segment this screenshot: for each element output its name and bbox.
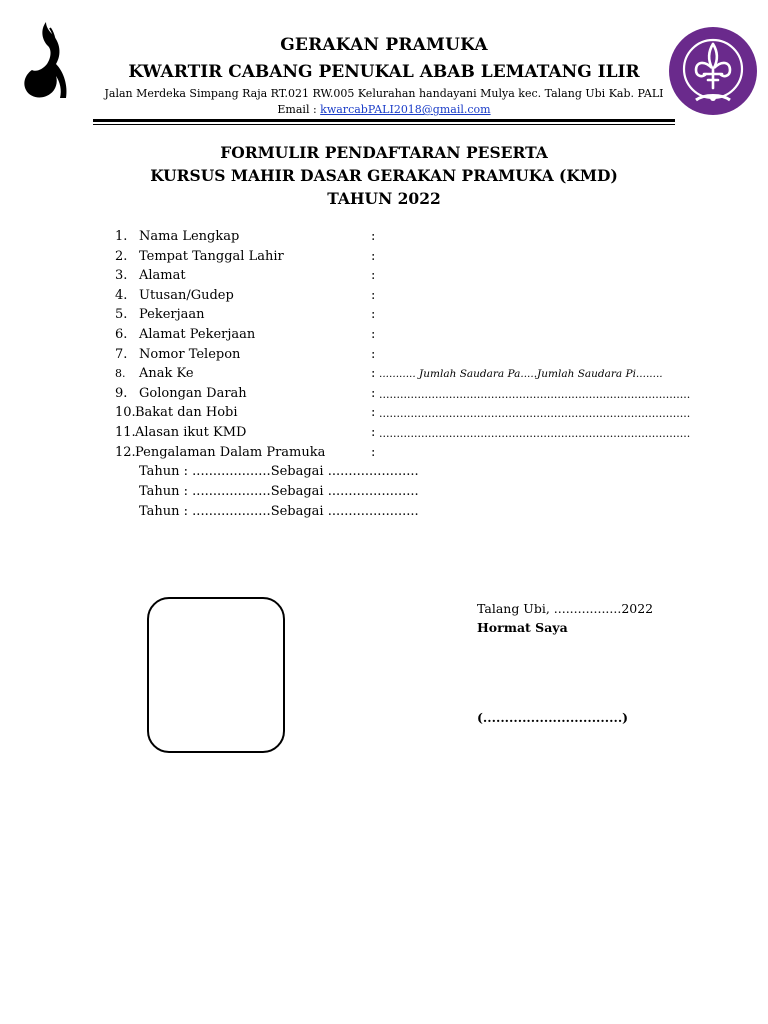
field-number: 1.: [115, 229, 128, 244]
field-number: 8.: [115, 367, 126, 380]
field-colon: :: [371, 445, 376, 460]
field-number: 10.: [115, 405, 136, 420]
field-label: Tempat Tanggal Lahir: [139, 249, 284, 264]
field-fill-line[interactable]: .........................................................................................: [379, 407, 691, 420]
form-field-row: [115, 288, 715, 308]
form-field-row: [115, 307, 715, 327]
form-title-line3: TAHUN 2022: [327, 189, 441, 208]
form-field-row: [115, 327, 715, 347]
form-field-row: [115, 347, 715, 367]
header-divider-thin: [93, 124, 675, 125]
photo-placeholder: [147, 597, 285, 753]
field-label: Alamat: [139, 268, 186, 283]
field-label: Nomor Telepon: [139, 347, 241, 362]
form-title-line1: FORMULIR PENDAFTARAN PESERTA: [220, 143, 548, 162]
field-colon: :: [371, 307, 376, 322]
field-label: Utusan/Gudep: [139, 288, 234, 303]
field-number: 11.: [115, 425, 136, 440]
field-fill-line[interactable]: ........... Jumlah Saudara Pa.....Jumlah Saudara Pi........: [379, 368, 663, 380]
field-colon: :: [371, 425, 376, 440]
field-colon: :: [371, 386, 376, 401]
form-field-row: [115, 249, 715, 269]
field-colon: :: [371, 268, 376, 283]
email-label: Email :: [277, 103, 321, 116]
field-label: Pekerjaan: [139, 307, 205, 322]
field-colon: :: [371, 327, 376, 342]
field-number: 7.: [115, 347, 128, 362]
field-label: Alamat Pekerjaan: [139, 327, 256, 342]
field-fill-line[interactable]: .........................................................................................: [379, 388, 691, 401]
experience-row[interactable]: Tahun : ...................Sebagai ......................: [139, 504, 419, 519]
form-field-row: [115, 366, 715, 386]
form-field-row: [115, 386, 715, 406]
field-number: 5.: [115, 307, 128, 322]
experience-row[interactable]: Tahun : ...................Sebagai ......................: [139, 484, 419, 499]
form-field-row: [115, 425, 715, 445]
field-number: 12.: [115, 445, 136, 460]
form-field-row: [115, 405, 715, 425]
field-colon: :: [371, 347, 376, 362]
field-label: Alasan ikut KMD: [135, 425, 247, 440]
signature-name-line: (................................): [477, 710, 629, 725]
field-label: Golongan Darah: [139, 386, 247, 401]
email-line: [80, 103, 688, 116]
form-field-row: [115, 268, 715, 288]
field-colon: :: [371, 366, 376, 381]
field-number: 9.: [115, 386, 128, 401]
field-number: 3.: [115, 268, 128, 283]
form-field-row: [115, 445, 715, 465]
place-date: Talang Ubi, .................2022: [477, 601, 654, 616]
field-colon: :: [371, 229, 376, 244]
email-link[interactable]: kwarcabPALI2018@gmail.com: [320, 103, 491, 116]
field-colon: :: [371, 405, 376, 420]
branch-name: KWARTIR CABANG PENUKAL ABAB LEMATANG ILIR: [128, 62, 640, 82]
organization-name: GERAKAN PRAMUKA: [280, 35, 488, 55]
form-title-line2: KURSUS MAHIR DASAR GERAKAN PRAMUKA (KMD): [150, 166, 618, 185]
header-divider-thick: [93, 119, 675, 122]
address-line: Jalan Merdeka Simpang Raja RT.021 RW.005 Kelurahan handayani Mulya kec. Talang Ubi Kab. PALI: [104, 87, 664, 100]
field-colon: :: [371, 249, 376, 264]
greeting: Hormat Saya: [477, 620, 568, 635]
form-field-row: [115, 229, 715, 249]
experience-row[interactable]: Tahun : ...................Sebagai ......................: [139, 464, 419, 479]
field-number: 2.: [115, 249, 128, 264]
field-label: Anak Ke: [139, 366, 194, 381]
field-colon: :: [371, 288, 376, 303]
field-number: 6.: [115, 327, 128, 342]
field-label: Pengalaman Dalam Pramuka: [135, 445, 326, 460]
tunas-kelapa-logo: [20, 20, 72, 100]
field-fill-line[interactable]: .........................................................................................: [379, 427, 691, 440]
field-label: Bakat dan Hobi: [135, 405, 238, 420]
field-number: 4.: [115, 288, 128, 303]
field-label: Nama Lengkap: [139, 229, 240, 244]
